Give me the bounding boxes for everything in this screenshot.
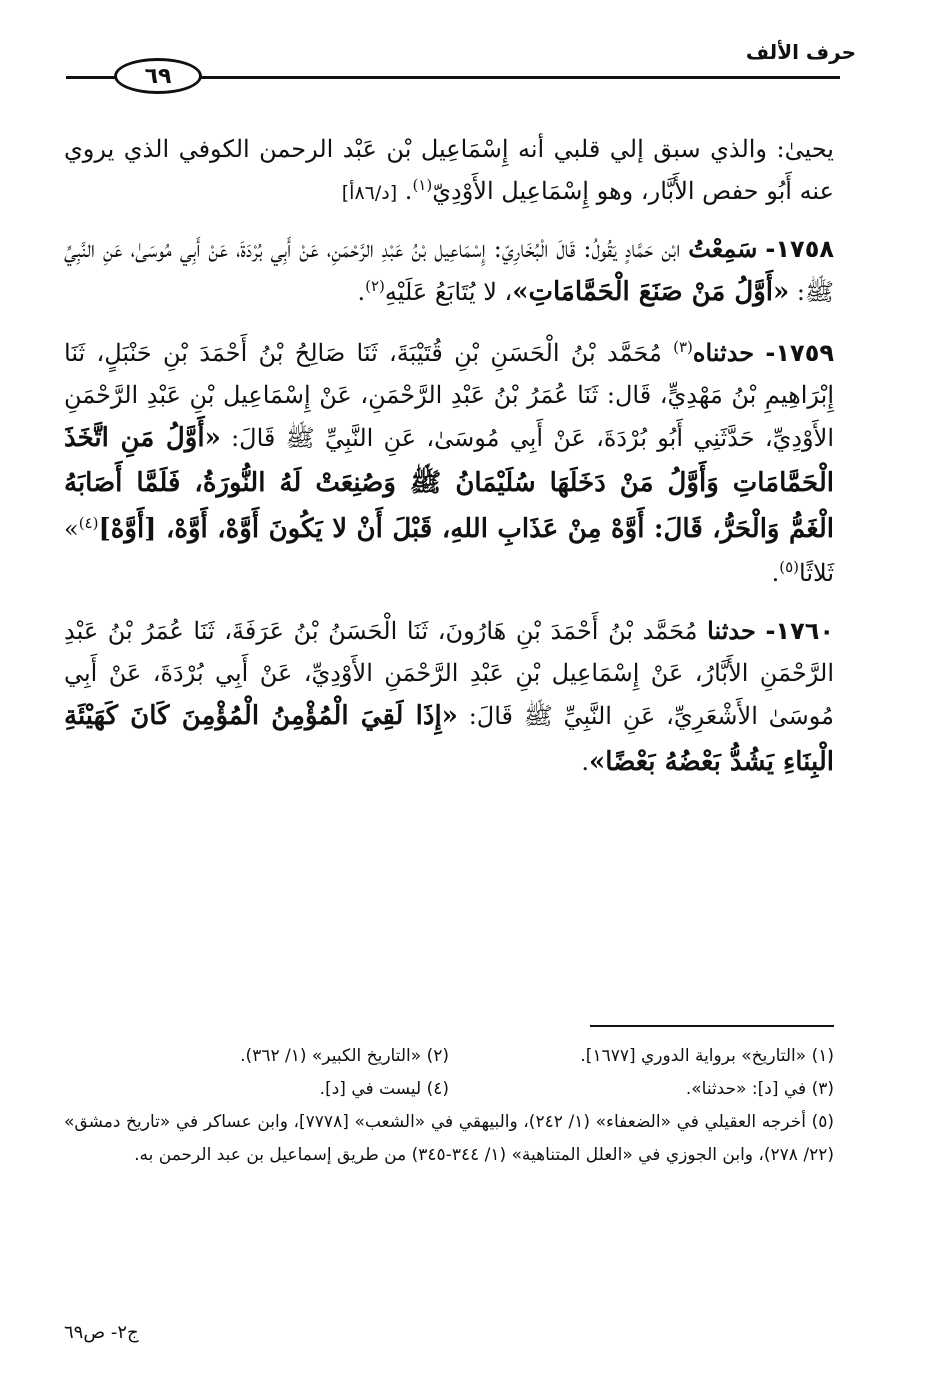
paragraph-1760 xyxy=(64,610,834,785)
entry-number: ١٧٦٠- xyxy=(765,617,835,645)
footnotes xyxy=(64,1040,834,1173)
hadith-quote: «إِذَا لَقِيَ الْمُؤْمِنُ الْمُؤْمِنَ كَانَ كَهَيْئَةِ الْبِنَاءِ يَشُدُّ بَعْضُهُ بَعْضًا» xyxy=(64,701,834,777)
footnote-2: (٢) «التاريخ الكبير» (١/ ٣٦٢). xyxy=(240,1046,449,1066)
footnote-row xyxy=(64,1073,834,1106)
entry-number: ١٧٥٨- xyxy=(765,235,834,263)
hadith-quote: «أَوَّلُ مَنِ اتَّخَذَ الْحَمَّامَاتِ وَأَوَّلُ مَنْ دَخَلَهَا سُلَيْمَانُ ﷺ وَصُنِعَتْ لَهُ النُّورَةُ، فَلَمَّا أَصَابَهُ الْغَمُّ وَالْحَرُّ، قَالَ: أَوَّهْ مِنْ عَذَابِ اللهِ، قَبْلَ أَنْ لا يَكُونَ أَوَّهْ، أَوَّهْ، [أَوَّهْ] xyxy=(64,422,834,544)
paragraph-1758 xyxy=(64,228,834,316)
footnote-row xyxy=(64,1040,834,1073)
footnote-5: (٥) أخرجه العقيلي في «الضعفاء» (١/ ٢٤٢)، والبيهقي في «الشعب» [٧٧٧٨]، وابن عساكر في «تاريخ دمشق» (٢٢/ ٢٧٨)، وابن الجوزي في «العلل المتناهية» (١/ ٣٤٤-٣٤٥) من طريق إسماعيل بن عبد الرحمن به. xyxy=(64,1112,834,1166)
hadith-quote: «أَوَّلُ مَنْ صَنَعَ الْحَمَّامَاتِ» xyxy=(512,277,790,307)
paragraph-intro xyxy=(64,128,834,212)
punctuation: . xyxy=(404,177,413,205)
footnote-3: (٣) في [د]: «حدثنا». xyxy=(685,1079,834,1100)
paragraph-tail: » ثَلاثًا xyxy=(64,514,834,587)
punctuation: . xyxy=(357,278,366,306)
punctuation: . xyxy=(771,559,780,587)
signature-mark: ج٢- ص٦٩ xyxy=(64,1322,139,1343)
footnote-4: (٤) ليست في [د]. xyxy=(319,1079,449,1100)
footnote-marker: (٣) xyxy=(673,337,693,356)
main-text xyxy=(64,128,834,801)
running-head: حرف الألف xyxy=(745,40,856,64)
paragraph-1759 xyxy=(64,332,834,595)
narration-keyword: حدثنا xyxy=(707,616,756,645)
footnote-marker: (٥) xyxy=(779,558,799,576)
narration-keyword: سَمِعْتُ xyxy=(688,234,758,263)
footnote-1: (١) «التاريخ» برواية الدوري [١٦٧٧]. xyxy=(580,1046,834,1066)
punctuation: . xyxy=(581,747,590,776)
footnote-marker: (٤) xyxy=(78,513,99,532)
page-number: ٦٩ xyxy=(144,63,172,89)
paragraph-text: مُحَمَّد بْنُ الْحَسَنِ بْنِ قُتَيْبَةَ، ثَنَا صَالِحُ بْنُ أَحْمَدَ بْنِ حَنْبَلٍ، ثَنَا إِبْرَاهِيمِ بْنُ مَهْدِيٍّ، قَال: ثَنَا عُمَرُ بْنُ عَبْدِ الرَّحْمَنِ، عَنْ إِسْمَاعِيل بْنِ عَبْدِ الرَّحْمَنِ الأَوْدِيِّ، حَدَّثَنِي أَبُو بُرْدَةَ، عَنْ أَبِي مُوسَىٰ، عَنِ النَّبِيِّ ﷺ قَالَ: xyxy=(64,338,834,452)
narration-keyword: حدثناه xyxy=(692,337,755,367)
paragraph-text: مُحَمَّد بْنُ أَحْمَدَ بْنِ هَارُونَ، ثَنَا الْحَسَنُ بْنُ عَرَفَةَ، ثَنَا عُمَرُ بْنُ عَبْدِ الرَّحْمَنِ الأَبَّارُ، عَنْ إِسْمَاعِيل بْنِ عَبْدِ الرَّحْمَنِ الأَوْدِيِّ، عَنْ أَبِي بُرْدَةَ، عَنْ أَبِي مُوسَىٰ الأَشْعَرِيِّ، عَنِ النَّبِيِّ ﷺ قَالَ: xyxy=(64,617,835,730)
entry-number: ١٧٥٩- xyxy=(765,338,834,367)
paragraph-text: ابْن حَمَّادٍ يَقُولُ: قَالَ الْبُخَارِيّ: إِسْمَاعِيل بْنُ عَبْدِ الرَّحْمَنِ، عَنْ أَبِي بُرْدَةَ، عَنْ أَبِي مُوسَىٰ، عَنِ النَّبِيِّ ﷺ: xyxy=(64,235,834,306)
footnote-marker: (٢) xyxy=(365,277,385,295)
page-number-badge xyxy=(114,58,202,94)
manuscript-reference: [د/٨٦أ] xyxy=(341,182,398,204)
paragraph-tail: ، لا يُتَابَعُ عَلَيْهِ xyxy=(384,278,513,306)
paragraph-text: يحيىٰ: والذي سبق إلي قلبي أنه إِسْمَاعِيل بْن عَبْد الرحمن الكوفي الذي يروي عنه أَبُو حفص الأَبَّار، وهو إِسْمَاعِيل الأَوْدِيّ xyxy=(64,135,834,205)
footnote-rule xyxy=(590,1025,834,1027)
footnote-marker: (١) xyxy=(412,176,433,194)
